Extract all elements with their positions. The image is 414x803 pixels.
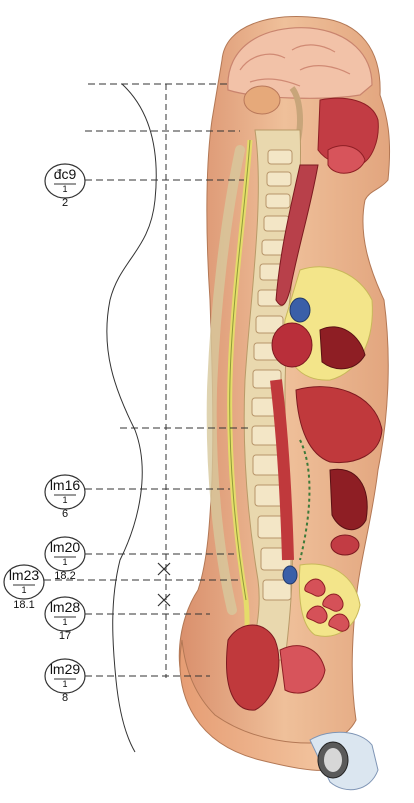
marker-value: 18.1 (13, 599, 35, 611)
marker-denominator: 1 (62, 617, 68, 627)
pancreas-section (331, 535, 359, 555)
marker-code: lm28 (49, 599, 81, 615)
marker-value: 17 (58, 630, 72, 642)
marker-denominator: 1 (62, 184, 68, 194)
marker-code: lm20 (49, 539, 81, 555)
marker-code: lm23 (8, 567, 40, 583)
marker-code: lm16 (49, 477, 81, 493)
marker-lm16 (35, 477, 95, 493)
heart (272, 323, 312, 367)
cerebellum (244, 86, 280, 114)
marker-denominator: 1 (62, 557, 68, 567)
cross-markers (158, 563, 170, 606)
marker-lm29 (35, 661, 95, 677)
great-vessel (290, 298, 310, 322)
marker-denominator: 1 (62, 495, 68, 505)
marker-value: 18.2 (54, 570, 76, 582)
marker-value: 6 (61, 508, 69, 520)
marker-code: đc9 (53, 166, 77, 182)
marker-value: 2 (61, 197, 69, 209)
marker-code: lm29 (49, 661, 81, 677)
marker-lm23 (0, 567, 54, 583)
marker-denominator: 1 (62, 679, 68, 689)
profile-curve (107, 84, 156, 752)
marker-lm20 (35, 539, 95, 555)
marker-value: 8 (61, 692, 69, 704)
marker-denominator: 1 (21, 585, 27, 595)
marker-lm28 (35, 599, 95, 615)
marker-dc9 (35, 166, 95, 182)
